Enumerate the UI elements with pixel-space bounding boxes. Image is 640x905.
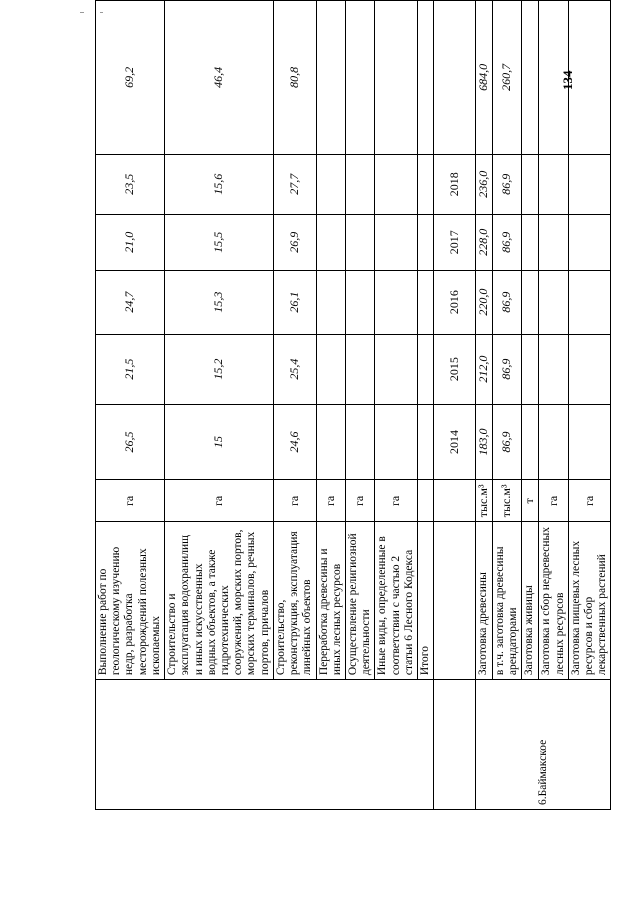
- region-cell-empty: [96, 680, 165, 810]
- unit-cell: тыс.м³: [476, 480, 493, 522]
- value-cell: 23,5: [96, 154, 165, 214]
- value-cell: 260,7: [493, 1, 522, 155]
- activity-name: Заготовка древесины: [476, 522, 493, 680]
- value-cell: 86,9: [493, 154, 522, 214]
- region-cell-empty: [345, 680, 374, 810]
- value-cell: 15,5: [165, 214, 274, 270]
- region-cell-empty: [273, 680, 316, 810]
- unit-cell: га: [316, 480, 345, 522]
- years-header-row: [434, 1, 476, 810]
- scan-artifact: [100, 12, 103, 13]
- value-cell: [345, 154, 374, 214]
- value-cell: [375, 270, 418, 334]
- value-cell: 80,8: [273, 1, 316, 155]
- activity-name: Иные виды, определенные в соответствии с частью 2 статьи 6 Лесного Кодекса: [375, 522, 418, 680]
- unit-cell: га: [345, 480, 374, 522]
- unit-cell: т: [522, 480, 539, 522]
- value-cell: [522, 214, 539, 270]
- unit-cell: га: [539, 480, 568, 522]
- table-row: [418, 1, 434, 810]
- table-row: [345, 1, 374, 810]
- value-cell: [418, 154, 434, 214]
- value-cell: 26,9: [273, 214, 316, 270]
- value-cell: 212,0: [476, 334, 493, 404]
- year-header: 2014: [434, 404, 476, 480]
- value-cell: [539, 154, 568, 214]
- value-cell: 684,0: [476, 1, 493, 155]
- header-empty: [434, 522, 476, 680]
- value-cell: 21,0: [96, 214, 165, 270]
- value-cell: [539, 334, 568, 404]
- value-cell: [345, 270, 374, 334]
- value-cell: [568, 270, 611, 334]
- value-cell: 236,0: [476, 154, 493, 214]
- table-row: [375, 1, 418, 810]
- value-cell: [522, 270, 539, 334]
- value-cell: [345, 214, 374, 270]
- value-cell: [522, 334, 539, 404]
- value-cell: [539, 404, 568, 480]
- activity-name: Строительство и эксплуатация водохранилищ и иных искусственных водных объектов, а также гидротехнических сооружений, морских портов, морских терминалов, речных портов, причалов: [165, 522, 274, 680]
- value-cell: 86,9: [493, 214, 522, 270]
- value-cell: 26,1: [273, 270, 316, 334]
- value-cell: 86,9: [493, 270, 522, 334]
- value-cell: 86,9: [493, 334, 522, 404]
- table-row: [96, 1, 165, 810]
- value-cell: 15,6: [165, 154, 274, 214]
- region-cell-empty: [316, 680, 345, 810]
- activity-name: Заготовка живицы: [522, 522, 539, 680]
- value-cell: 228,0: [476, 214, 493, 270]
- value-cell: [568, 404, 611, 480]
- value-cell: [418, 1, 434, 155]
- activity-name: Переработка древесины и иных лесных ресурсов: [316, 522, 345, 680]
- forest-use-table: [95, 0, 611, 810]
- table-row: [316, 1, 345, 810]
- unit-cell: тыс.м³: [493, 480, 522, 522]
- value-cell: 26,5: [96, 404, 165, 480]
- activity-name: Заготовка и сбор недревесных лесных ресурсов: [539, 522, 568, 680]
- value-cell: 24,7: [96, 270, 165, 334]
- value-cell: [568, 334, 611, 404]
- value-cell: [375, 1, 418, 155]
- activity-name: Осуществление религиозной деятельности: [345, 522, 374, 680]
- unit-cell: га: [165, 480, 274, 522]
- value-cell: [539, 214, 568, 270]
- value-cell: 86,9: [493, 404, 522, 480]
- value-cell: 220,0: [476, 270, 493, 334]
- value-cell: [316, 1, 345, 155]
- unit-cell: га: [96, 480, 165, 522]
- value-cell: 46,4: [165, 1, 274, 155]
- activity-name: Заготовка пищевых лесных ресурсов и сбор лекарственных растений: [568, 522, 611, 680]
- header-empty: [434, 1, 476, 155]
- value-cell: 15: [165, 404, 274, 480]
- year-header: 2016: [434, 270, 476, 334]
- value-cell: [418, 214, 434, 270]
- value-cell: [316, 270, 345, 334]
- value-cell: 15,2: [165, 334, 274, 404]
- value-cell: [568, 154, 611, 214]
- year-header: 2018: [434, 154, 476, 214]
- value-cell: 15,3: [165, 270, 274, 334]
- value-cell: [375, 334, 418, 404]
- value-cell: 69,2: [96, 1, 165, 155]
- value-cell: 27,7: [273, 154, 316, 214]
- unit-cell: га: [568, 480, 611, 522]
- value-cell: 25,4: [273, 334, 316, 404]
- region-cell-empty: [418, 680, 434, 810]
- region-name: 6.Баймакское: [476, 680, 611, 810]
- header-empty: [434, 480, 476, 522]
- region-cell-empty: [375, 680, 418, 810]
- value-cell: [345, 404, 374, 480]
- value-cell: [522, 1, 539, 155]
- activity-name: Строительство, реконструкция, эксплуатация линейных объектов: [273, 522, 316, 680]
- value-cell: [539, 270, 568, 334]
- value-cell: [316, 404, 345, 480]
- value-cell: [418, 404, 434, 480]
- region-cell-empty: [434, 680, 476, 810]
- year-header: 2017: [434, 214, 476, 270]
- value-cell: [375, 404, 418, 480]
- value-cell: 21,5: [96, 334, 165, 404]
- value-cell: 183,0: [476, 404, 493, 480]
- unit-cell: га: [273, 480, 316, 522]
- scan-artifact: [80, 12, 84, 13]
- value-cell: [375, 154, 418, 214]
- value-cell: 24,6: [273, 404, 316, 480]
- value-cell: [345, 1, 374, 155]
- value-cell: [345, 334, 374, 404]
- activity-name: Выполнение работ по геологическому изучению недр, разработка месторождений полезных ископаемых: [96, 522, 165, 680]
- value-cell: [418, 334, 434, 404]
- table-row: [476, 1, 493, 810]
- value-cell: [522, 404, 539, 480]
- activity-name: в т.ч. заготовка древесины арендаторами: [493, 522, 522, 680]
- value-cell: [316, 334, 345, 404]
- value-cell: [418, 270, 434, 334]
- region-cell-empty: [165, 680, 274, 810]
- value-cell: [316, 214, 345, 270]
- unit-cell: га: [375, 480, 418, 522]
- year-header: 2015: [434, 334, 476, 404]
- value-cell: [568, 214, 611, 270]
- value-cell: [316, 154, 345, 214]
- table-row: [273, 1, 316, 810]
- table-row: [165, 1, 274, 810]
- unit-cell: [418, 480, 434, 522]
- activity-name: Итого: [418, 522, 434, 680]
- page-number: 134: [560, 70, 575, 90]
- value-cell: [522, 154, 539, 214]
- value-cell: [375, 214, 418, 270]
